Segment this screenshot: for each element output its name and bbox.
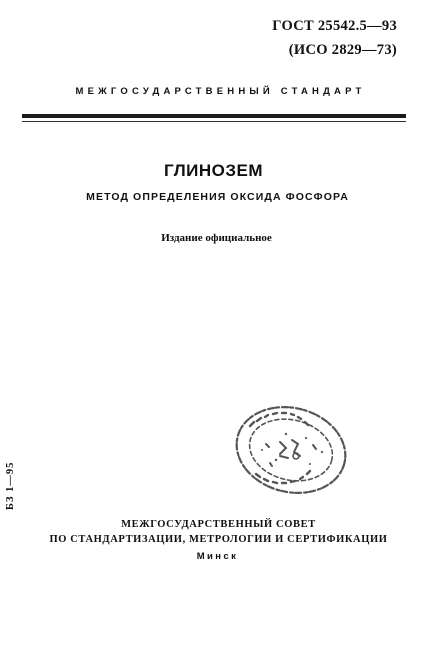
stamp-center-mark xyxy=(280,440,300,458)
library-stamp-icon xyxy=(226,398,356,502)
gost-number: ГОСТ 25542.5—93 xyxy=(272,18,397,34)
stamp-inner-ring xyxy=(243,411,339,490)
header-rule-thick xyxy=(22,114,406,118)
publication-city: Минск xyxy=(196,551,239,562)
edition-note: Издание официальное xyxy=(161,232,272,244)
publisher-name: МЕЖГОСУДАРСТВЕННЫЙ СОВЕТ xyxy=(121,519,316,530)
standard-type-heading: МЕЖГОСУДАРСТВЕННЫЙ СТАНДАРТ xyxy=(75,86,366,97)
document-subtitle: МЕТОД ОПРЕДЕЛЕНИЯ ОКСИДА ФОСФОРА xyxy=(86,191,349,203)
header-rule-thin xyxy=(22,121,406,122)
side-code: БЗ 1—95 xyxy=(5,461,16,510)
document-title: ГЛИНОЗЕМ xyxy=(163,161,263,180)
publisher-scope: ПО СТАНДАРТИЗАЦИИ, МЕТРОЛОГИИ И СЕРТИФИКАЦИИ xyxy=(49,534,388,545)
iso-number: (ИСО 2829—73) xyxy=(288,42,397,58)
